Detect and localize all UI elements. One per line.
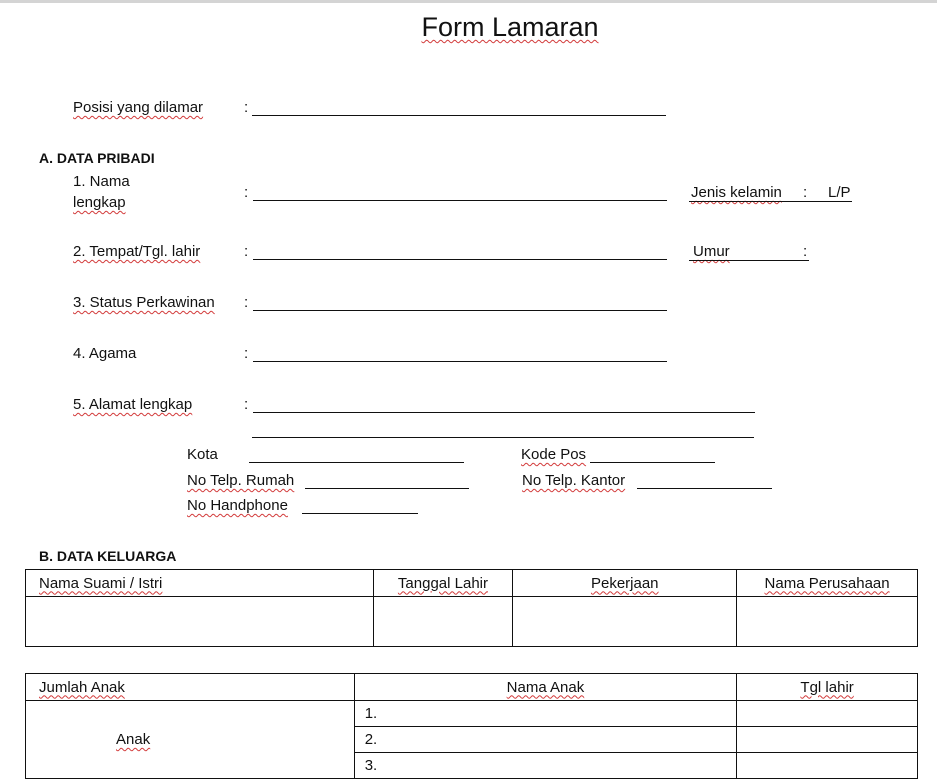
office-phone-label: No Telp. Kantor (522, 472, 626, 489)
address-input-line-1[interactable] (253, 412, 755, 413)
family-cell-birthdate[interactable] (373, 597, 513, 647)
section-a-heading: A. DATA PRIBADI (39, 150, 155, 166)
family-cell-occupation[interactable] (513, 597, 737, 647)
age-colon: : (803, 243, 808, 260)
family-table (25, 569, 918, 647)
child-name-cell-3[interactable]: 3. (354, 753, 737, 779)
gender-value[interactable]: L/P (828, 184, 851, 201)
name-label-line1: 1. Nama (73, 173, 130, 190)
address-colon: : (244, 396, 249, 413)
mobile-input-line[interactable] (302, 513, 418, 514)
home-phone-label: No Telp. Rumah (187, 472, 295, 489)
city-label: Kota (187, 446, 218, 463)
address-label: 5. Alamat lengkap (73, 396, 193, 413)
age-input-line[interactable] (689, 260, 809, 261)
family-header-spouse: Nama Suami / Istri (26, 570, 374, 597)
gender-label: Jenis kelamin (691, 184, 782, 201)
family-table-header-row (26, 570, 918, 597)
name-input-line[interactable] (253, 200, 667, 201)
children-row-1 (26, 701, 918, 727)
postal-label: Kode Pos (521, 446, 587, 463)
children-header-count: Jumlah Anak (26, 674, 355, 701)
name-label-line2: lengkap (73, 194, 126, 211)
children-table (25, 673, 918, 779)
home-phone-input-line[interactable] (305, 488, 469, 489)
address-input-line-2[interactable] (252, 437, 754, 438)
city-input-line[interactable] (249, 462, 464, 463)
children-header-name: Nama Anak (354, 674, 737, 701)
family-cell-company[interactable] (737, 597, 918, 647)
window-top-border (0, 0, 937, 3)
marital-label: 3. Status Perkawinan (73, 294, 215, 311)
name-colon: : (244, 184, 249, 201)
age-label: Umur (693, 243, 730, 260)
family-table-row (26, 597, 918, 647)
family-cell-spouse[interactable] (26, 597, 374, 647)
religion-input-line[interactable] (253, 361, 667, 362)
marital-colon: : (244, 294, 249, 311)
birth-input-line[interactable] (253, 259, 667, 260)
family-header-birthdate: Tanggal Lahir (373, 570, 513, 597)
gender-colon: : (803, 184, 808, 201)
gender-underline (689, 201, 852, 202)
marital-input-line[interactable] (253, 310, 667, 311)
child-birthdate-cell-2[interactable] (737, 727, 918, 753)
birth-label: 2. Tempat/Tgl. lahir (73, 243, 201, 260)
child-name-cell-2[interactable]: 2. (354, 727, 737, 753)
family-header-occupation: Pekerjaan (513, 570, 737, 597)
position-label: Posisi yang dilamar (73, 99, 204, 116)
mobile-label: No Handphone (187, 497, 288, 514)
children-table-header-row (26, 674, 918, 701)
postal-input-line[interactable] (590, 462, 715, 463)
children-row-label: Anak (26, 701, 355, 779)
section-b-heading: B. DATA KELUARGA (39, 548, 177, 564)
birth-colon: : (244, 243, 249, 260)
family-header-company: Nama Perusahaan (737, 570, 918, 597)
office-phone-input-line[interactable] (637, 488, 772, 489)
children-header-birthdate: Tgl lahir (737, 674, 918, 701)
child-birthdate-cell-3[interactable] (737, 753, 918, 779)
position-input-line[interactable] (252, 115, 666, 116)
religion-label: 4. Agama (73, 345, 137, 362)
child-name-cell-1[interactable]: 1. (354, 701, 737, 727)
religion-colon: : (244, 345, 249, 362)
position-colon: : (244, 99, 249, 116)
form-title: Form Lamaran (421, 12, 599, 42)
child-birthdate-cell-1[interactable] (737, 701, 918, 727)
